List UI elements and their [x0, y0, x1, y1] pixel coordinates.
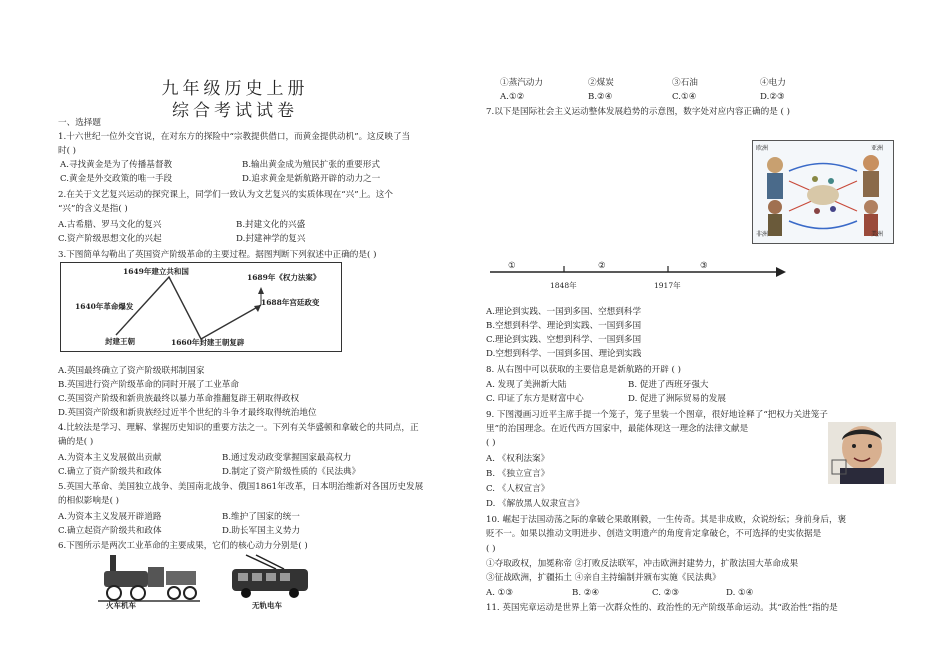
q5-option-c: C.确立起资产阶级共和政体	[58, 526, 162, 536]
trolleybus-drawing	[226, 553, 316, 603]
locomotive-caption: 火车机车	[106, 601, 136, 610]
q6-option-c: C.①④	[672, 92, 697, 102]
q5-option-a: A.为资本主义发展开辟道路	[58, 512, 162, 522]
page-title: 九年级历史上册	[161, 79, 309, 99]
q11-stem: 11. 英国宪章运动是世界上第一次群众性的、政治性的无产阶级革命运动。其“政治性”指的是	[486, 603, 838, 613]
map-label-europe: 欧洲	[756, 145, 769, 152]
q7-stem: 7.以下是国际社会主义运动整体发展趋势的示意图，数字处对应内容正确的是 ( )	[486, 107, 790, 117]
trade-route-map	[752, 140, 894, 244]
q1-stem: 1.十六世纪一位外交官说，在对东方的探险中“宗教提供借口，而黄金提供动机”。这反映了当	[58, 132, 411, 142]
label-1689: 1689年《权力法案》	[247, 273, 321, 282]
q10-option-b: B. ②④	[572, 588, 600, 598]
label-1660: 1660年封建王朝复辟	[171, 338, 245, 347]
q2-option-d: D.封建神学的复兴	[236, 234, 306, 244]
q6-option-d: D.②③	[760, 92, 785, 102]
q5-option-d: D.助长军国主义势力	[222, 526, 301, 536]
timeline-year-1848: 1848年	[550, 281, 577, 290]
q8-option-a: A. 发现了美洲新大陆	[486, 380, 567, 390]
q1-stem: 时( )	[58, 146, 77, 156]
locomotive-image	[96, 553, 200, 611]
q1-option-b: B.输出黄金成为殖民扩张的重要形式	[242, 160, 380, 170]
label-feudal: 封建王朝	[105, 337, 135, 346]
page-subtitle: 综合考试试卷	[172, 101, 298, 121]
q3-option-a: A.英国最终确立了资产阶级联邦制国家	[58, 366, 205, 376]
q1-option-a: A.寻找黄金是为了传播基督教	[60, 160, 173, 170]
map-label-asia: 亚洲	[871, 145, 884, 152]
q6-item-2: ②煤炭	[588, 78, 614, 88]
q6-item-4: ④电力	[760, 78, 786, 88]
q6-stem: 6.下图所示是两次工业革命的主要成果，它们的核心动力分别是( )	[58, 541, 308, 551]
trade-map-drawing	[753, 141, 893, 243]
q10-option-d: D. ①④	[726, 588, 754, 598]
q6-item-3: ③石油	[672, 78, 698, 88]
q7-option-d: D.空想到科学、一国到多国、理论到实践	[486, 349, 642, 359]
q3-stem: 3.下图简单勾勒出了英国资产阶级革命的主要过程。据图判断下列叙述中正确的是( )	[58, 250, 377, 260]
q1-option-c: C.黄金是外交政策的唯一手段	[60, 174, 173, 184]
q10-items: ①夺取政权，加冕称帝 ②打败反法联军，冲击欧洲封建势力，扩散法国大革命成果	[486, 559, 799, 569]
q4-stem: 4.比较法是学习、理解、掌握历史知识的重要方法之一。下列有关华盛顿和拿破仑的共同点，正	[58, 423, 419, 433]
q4-option-a: A.为资本主义发展做出贡献	[58, 453, 162, 463]
q9-option-b: B. 《独立宣言》	[486, 469, 550, 479]
q9-option-a: A. 《权利法案》	[486, 454, 550, 464]
label-1688: 1688年宫廷政变	[261, 298, 320, 307]
q4-stem: 确的是( )	[58, 437, 94, 447]
q2-option-b: B.封建文化的兴盛	[236, 220, 306, 230]
q9-stem: ( )	[486, 438, 496, 448]
q4-option-d: D.制定了资产阶级性质的《民法典》	[222, 467, 361, 477]
caricature-image	[828, 422, 896, 484]
q10-stem: 10. 崛起于法国动荡之际的拿破仑果敢刚毅，一生传奇。其是非成败，众说纷纭；身前身后，褒	[486, 515, 847, 525]
q3-timeline-figure	[60, 262, 342, 352]
q7-timeline	[488, 262, 788, 296]
q9-stem: 9. 下图漫画习近平主席手提一个笼子，笼子里装一个图章，很好地诠释了“把权力关进笼子	[486, 410, 828, 420]
label-1640: 1640年革命爆发	[75, 302, 134, 311]
q3-option-b: B.英国进行资产阶级革命的同时开展了工业革命	[58, 380, 239, 390]
q2-option-a: A.古希腊、罗马文化的复兴	[58, 220, 162, 230]
q8-option-c: C. 印证了东方是财富中心	[486, 394, 584, 404]
q10-stem: 贬不一。如果以推动文明进步、创造文明遗产的角度肯定拿破仑，不可选择的史实依据是	[486, 529, 822, 539]
q5-stem: 的相似影响是( )	[58, 496, 119, 506]
trolleybus-image	[226, 553, 316, 611]
timeline-marker-1: ①	[508, 261, 516, 271]
q10-option-c: C. ②③	[652, 588, 680, 598]
label-1649: 1649年建立共和国	[123, 267, 189, 276]
timeline-year-1917: 1917年	[654, 281, 681, 290]
timeline-axis	[488, 262, 788, 282]
q8-option-b: B. 促进了西班牙强大	[628, 380, 709, 390]
map-label-africa: 非洲	[756, 231, 769, 238]
section-heading: 一、选择题	[58, 118, 101, 128]
locomotive-drawing	[96, 553, 200, 603]
q2-stem: 2.在关于文艺复兴运动的探究课上，同学们一致认为文艺复兴的实质体现在“兴”上。这个	[58, 190, 393, 200]
q7-option-b: B.空想到科学、理论到实践、一国到多国	[486, 321, 642, 331]
q6-option-b: B.②④	[588, 92, 613, 102]
q6-option-a: A.①②	[500, 92, 525, 102]
q2-stem: “兴”的含义是指( )	[58, 204, 128, 214]
q5-stem: 5.英国大革命、美国独立战争、美国南北战争、俄国1861年改革，日本明治维新对各国历史发展	[58, 482, 424, 492]
timeline-marker-3: ③	[700, 261, 708, 271]
q9-stem: 里”的治国理念。在近代西方国家中，最能体现这一理念的法律文献是	[486, 424, 749, 434]
q4-option-c: C.确立了资产阶级共和政体	[58, 467, 162, 477]
q8-stem: 8. 从右图中可以获取的主要信息是新航路的开辟 ( )	[486, 365, 681, 375]
q4-option-b: B.通过发动政变掌握国家最高权力	[222, 453, 352, 463]
q7-option-a: A.理论到实践、一国到多国、空想到科学	[486, 307, 642, 317]
caricature-drawing	[828, 422, 896, 484]
q8-option-d: D. 促进了洲际贸易的发展	[628, 394, 726, 404]
q1-option-d: D.追求黄金是新航路开辟的动力之一	[242, 174, 381, 184]
q9-option-c: C. 《人权宣言》	[486, 484, 550, 494]
q6-item-1: ①蒸汽动力	[500, 78, 543, 88]
q7-option-c: C.理论到实践、空想到科学、一国到多国	[486, 335, 642, 345]
q3-option-c: C.英国资产阶级和新贵族最终以暴力革命推翻复辟王朝取得政权	[58, 394, 300, 404]
q5-option-b: B.维护了国家的统一	[222, 512, 300, 522]
q3-option-d: D.英国资产阶级和新贵族经过近半个世纪的斗争才最终取得统治地位	[58, 408, 317, 418]
q10-stem: ( )	[486, 544, 496, 554]
map-label-america: 美洲	[871, 231, 884, 238]
q2-option-c: C.资产阶级思想文化的兴起	[58, 234, 162, 244]
trolleybus-caption: 无轨电车	[252, 601, 282, 610]
q9-option-d: D. 《解放黑人奴隶宣言》	[486, 499, 584, 509]
q10-items: ③征战欧洲，扩疆拓土 ④亲自主持编制并颁布实施《民法典》	[486, 573, 721, 583]
q10-option-a: A. ①③	[486, 588, 514, 598]
timeline-marker-2: ②	[598, 261, 606, 271]
